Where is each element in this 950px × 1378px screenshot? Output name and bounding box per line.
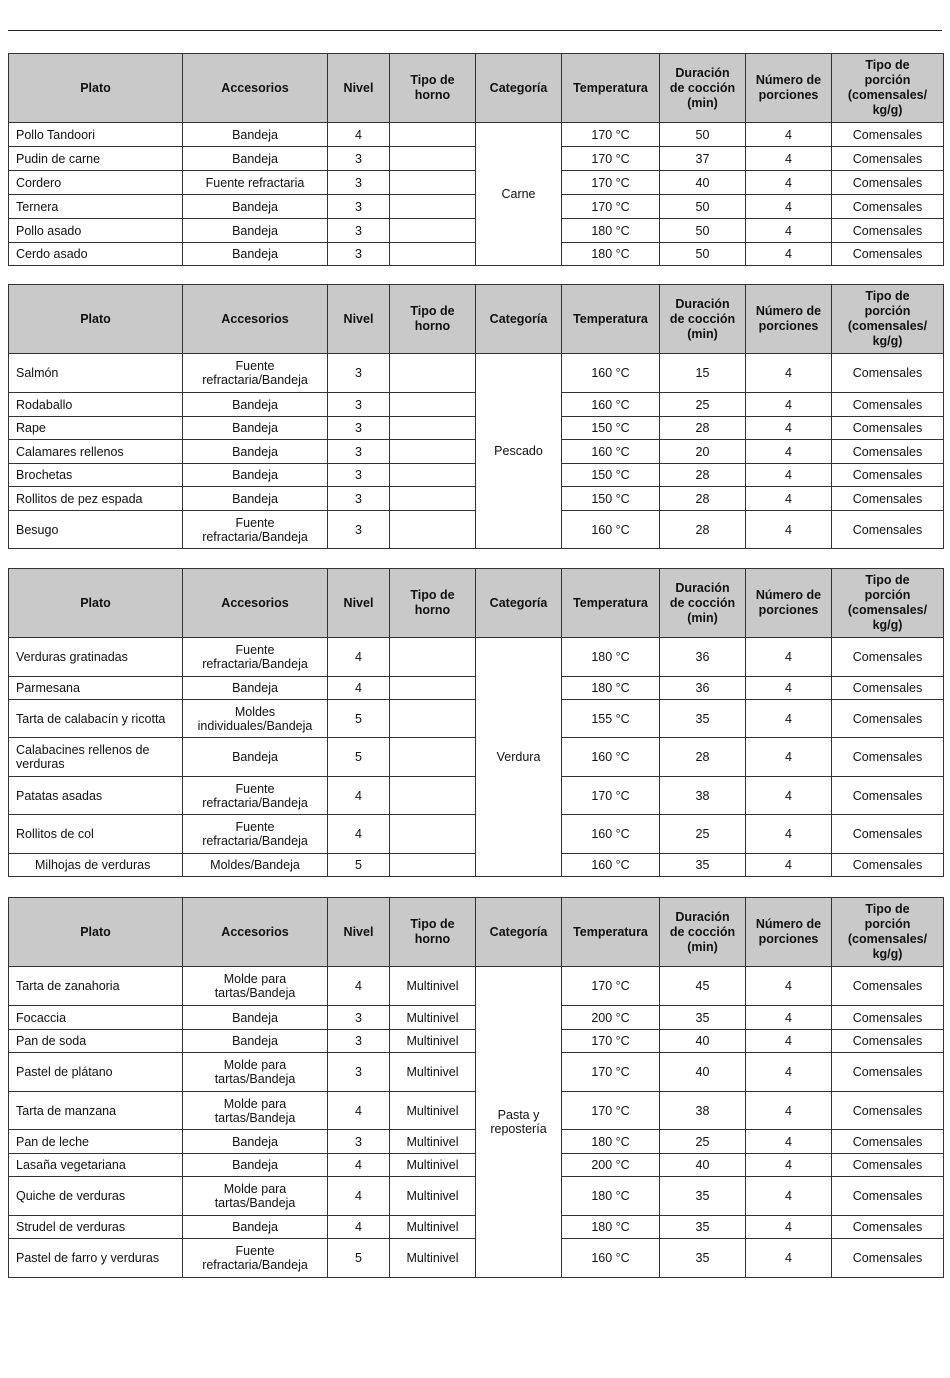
cell-porciones: 4 xyxy=(746,854,832,877)
cell-temperatura: 200 °C xyxy=(562,1154,660,1177)
cell-accesorios: Bandeja xyxy=(183,393,328,417)
header-porciones: Número de porciones xyxy=(746,285,832,354)
cell-plato: Tarta de manzana xyxy=(9,1092,183,1130)
cell-nivel: 5 xyxy=(328,854,390,877)
cell-duracion: 40 xyxy=(660,1053,746,1092)
cell-temperatura: 170 °C xyxy=(562,195,660,219)
cell-tipo-horno: Multinivel xyxy=(390,1092,476,1130)
cell-tipo-porcion: Comensales xyxy=(832,677,944,700)
cell-porciones: 4 xyxy=(746,777,832,815)
cell-tipo-horno xyxy=(390,440,476,464)
cell-tipo-porcion: Comensales xyxy=(832,638,944,677)
header-categoria: Categoría xyxy=(476,898,562,967)
cell-duracion: 35 xyxy=(660,700,746,738)
header-row xyxy=(9,569,944,638)
cell-porciones: 4 xyxy=(746,1030,832,1053)
cell-plato: Ternera xyxy=(9,195,183,219)
cell-porciones: 4 xyxy=(746,393,832,417)
cell-nivel: 3 xyxy=(328,171,390,195)
cell-tipo-porcion: Comensales xyxy=(832,393,944,417)
cell-tipo-porcion: Comensales xyxy=(832,417,944,440)
cell-duracion: 35 xyxy=(660,1239,746,1278)
cell-nivel: 4 xyxy=(328,815,390,854)
header-row xyxy=(9,898,944,967)
cell-nivel: 3 xyxy=(328,243,390,266)
cell-nivel: 4 xyxy=(328,1177,390,1216)
cell-plato: Patatas asadas xyxy=(9,777,183,815)
cell-tipo-horno xyxy=(390,511,476,549)
cell-temperatura: 160 °C xyxy=(562,511,660,549)
cell-porciones: 4 xyxy=(746,1216,832,1239)
cell-tipo-horno: Multinivel xyxy=(390,1216,476,1239)
cell-duracion: 40 xyxy=(660,171,746,195)
cell-temperatura: 170 °C xyxy=(562,1092,660,1130)
cell-porciones: 4 xyxy=(746,677,832,700)
cell-duracion: 35 xyxy=(660,1216,746,1239)
cell-accesorios: Fuente refractaria xyxy=(183,171,328,195)
header-tipo-horno: Tipo de horno xyxy=(390,569,476,638)
cell-accesorios: Bandeja xyxy=(183,195,328,219)
cell-accesorios: Molde para tartas/Bandeja xyxy=(183,967,328,1006)
cell-tipo-horno xyxy=(390,487,476,511)
cell-nivel: 3 xyxy=(328,147,390,171)
cell-plato: Cordero xyxy=(9,171,183,195)
cell-accesorios: Molde para tartas/Bandeja xyxy=(183,1053,328,1092)
cell-nivel: 3 xyxy=(328,1130,390,1154)
header-categoria: Categoría xyxy=(476,285,562,354)
cell-tipo-porcion: Comensales xyxy=(832,1239,944,1278)
cell-plato: Pastel de farro y verduras xyxy=(9,1239,183,1278)
cell-tipo-horno xyxy=(390,147,476,171)
cell-tipo-porcion: Comensales xyxy=(832,243,944,266)
cell-temperatura: 160 °C xyxy=(562,393,660,417)
cell-nivel: 3 xyxy=(328,1006,390,1030)
header-tipo-porcion: Tipo de porción (comensales/ kg/g) xyxy=(832,54,944,123)
cell-duracion: 28 xyxy=(660,511,746,549)
header-tipo-horno: Tipo de horno xyxy=(390,898,476,967)
cell-tipo-horno: Multinivel xyxy=(390,1006,476,1030)
cell-tipo-porcion: Comensales xyxy=(832,464,944,487)
cell-plato: Rollitos de col xyxy=(9,815,183,854)
header-plato: Plato xyxy=(9,569,183,638)
cell-nivel: 5 xyxy=(328,700,390,738)
cell-porciones: 4 xyxy=(746,1154,832,1177)
cell-tipo-porcion: Comensales xyxy=(832,195,944,219)
recipe-table-carne xyxy=(8,53,944,266)
cell-plato: Pastel de plátano xyxy=(9,1053,183,1092)
cell-duracion: 50 xyxy=(660,243,746,266)
cell-nivel: 3 xyxy=(328,219,390,243)
cell-temperatura: 160 °C xyxy=(562,738,660,777)
cell-plato: Calabacines rellenos de verduras xyxy=(9,738,183,777)
cell-plato: Pollo Tandoori xyxy=(9,123,183,147)
cell-tipo-horno: Multinivel xyxy=(390,1130,476,1154)
cell-temperatura: 160 °C xyxy=(562,854,660,877)
cell-plato: Strudel de verduras xyxy=(9,1216,183,1239)
cell-plato: Besugo xyxy=(9,511,183,549)
cell-accesorios: Fuente refractaria/Bandeja xyxy=(183,815,328,854)
cell-porciones: 4 xyxy=(746,171,832,195)
cell-temperatura: 180 °C xyxy=(562,219,660,243)
cell-tipo-porcion: Comensales xyxy=(832,700,944,738)
cell-temperatura: 160 °C xyxy=(562,354,660,393)
cell-accesorios: Molde para tartas/Bandeja xyxy=(183,1177,328,1216)
cell-tipo-porcion: Comensales xyxy=(832,1006,944,1030)
cell-tipo-porcion: Comensales xyxy=(832,738,944,777)
cell-duracion: 37 xyxy=(660,147,746,171)
cell-accesorios: Moldes individuales/Bandeja xyxy=(183,700,328,738)
cell-temperatura: 180 °C xyxy=(562,638,660,677)
table-row xyxy=(9,123,944,147)
cell-nivel: 4 xyxy=(328,967,390,1006)
cell-nivel: 4 xyxy=(328,638,390,677)
header-plato: Plato xyxy=(9,898,183,967)
cell-porciones: 4 xyxy=(746,1130,832,1154)
cell-tipo-porcion: Comensales xyxy=(832,1130,944,1154)
cell-accesorios: Bandeja xyxy=(183,417,328,440)
cell-tipo-porcion: Comensales xyxy=(832,1216,944,1239)
cell-temperatura: 170 °C xyxy=(562,1030,660,1053)
cell-duracion: 50 xyxy=(660,219,746,243)
cell-tipo-porcion: Comensales xyxy=(832,1030,944,1053)
cell-temperatura: 170 °C xyxy=(562,123,660,147)
cell-porciones: 4 xyxy=(746,1177,832,1216)
header-porciones: Número de porciones xyxy=(746,54,832,123)
header-nivel: Nivel xyxy=(328,285,390,354)
cell-porciones: 4 xyxy=(746,354,832,393)
cell-porciones: 4 xyxy=(746,195,832,219)
cell-accesorios: Fuente refractaria/Bandeja xyxy=(183,354,328,393)
cell-tipo-horno xyxy=(390,815,476,854)
cell-temperatura: 160 °C xyxy=(562,1239,660,1278)
cell-porciones: 4 xyxy=(746,219,832,243)
cell-duracion: 35 xyxy=(660,1006,746,1030)
cell-nivel: 3 xyxy=(328,487,390,511)
header-tipo-horno: Tipo de horno xyxy=(390,285,476,354)
cell-duracion: 38 xyxy=(660,777,746,815)
recipe-table-verdura xyxy=(8,568,944,877)
cell-tipo-porcion: Comensales xyxy=(832,219,944,243)
cell-temperatura: 200 °C xyxy=(562,1006,660,1030)
header-temperatura: Temperatura xyxy=(562,898,660,967)
cell-accesorios: Bandeja xyxy=(183,677,328,700)
cell-tipo-porcion: Comensales xyxy=(832,777,944,815)
cell-tipo-horno xyxy=(390,677,476,700)
cell-nivel: 3 xyxy=(328,417,390,440)
cell-duracion: 38 xyxy=(660,1092,746,1130)
header-tipo-porcion: Tipo de porción (comensales/ kg/g) xyxy=(832,569,944,638)
cell-nivel: 3 xyxy=(328,464,390,487)
header-temperatura: Temperatura xyxy=(562,569,660,638)
cell-accesorios: Bandeja xyxy=(183,243,328,266)
cell-porciones: 4 xyxy=(746,1053,832,1092)
cell-accesorios: Moldes/Bandeja xyxy=(183,854,328,877)
header-tipo-horno: Tipo de horno xyxy=(390,54,476,123)
cell-nivel: 4 xyxy=(328,1216,390,1239)
cell-plato: Pudin de carne xyxy=(9,147,183,171)
header-duracion: Duración de cocción (min) xyxy=(660,569,746,638)
cell-accesorios: Bandeja xyxy=(183,487,328,511)
cell-categoria: Pasta y repostería xyxy=(476,967,562,1278)
cell-plato: Quiche de verduras xyxy=(9,1177,183,1216)
cell-porciones: 4 xyxy=(746,1092,832,1130)
cell-porciones: 4 xyxy=(746,511,832,549)
cell-accesorios: Fuente refractaria/Bandeja xyxy=(183,638,328,677)
cell-porciones: 4 xyxy=(746,147,832,171)
cell-temperatura: 150 °C xyxy=(562,417,660,440)
cell-plato: Focaccia xyxy=(9,1006,183,1030)
cell-tipo-porcion: Comensales xyxy=(832,487,944,511)
cell-accesorios: Bandeja xyxy=(183,1006,328,1030)
cell-temperatura: 170 °C xyxy=(562,777,660,815)
cell-tipo-porcion: Comensales xyxy=(832,1092,944,1130)
cell-plato: Cerdo asado xyxy=(9,243,183,266)
cell-categoria: Carne xyxy=(476,123,562,266)
cell-temperatura: 155 °C xyxy=(562,700,660,738)
cell-accesorios: Fuente refractaria/Bandeja xyxy=(183,511,328,549)
header-nivel: Nivel xyxy=(328,898,390,967)
cell-duracion: 35 xyxy=(660,854,746,877)
cell-duracion: 50 xyxy=(660,123,746,147)
cell-plato: Lasaña vegetariana xyxy=(9,1154,183,1177)
cell-accesorios: Bandeja xyxy=(183,1216,328,1239)
cell-duracion: 36 xyxy=(660,677,746,700)
cell-tipo-horno xyxy=(390,171,476,195)
cell-temperatura: 160 °C xyxy=(562,440,660,464)
cell-temperatura: 170 °C xyxy=(562,967,660,1006)
header-temperatura: Temperatura xyxy=(562,285,660,354)
cell-duracion: 25 xyxy=(660,815,746,854)
cell-plato: Tarta de zanahoria xyxy=(9,967,183,1006)
header-nivel: Nivel xyxy=(328,54,390,123)
header-accesorios: Accesorios xyxy=(183,898,328,967)
top-rule xyxy=(8,30,942,31)
cell-categoria: Verdura xyxy=(476,638,562,877)
cell-nivel: 3 xyxy=(328,195,390,219)
cell-nivel: 4 xyxy=(328,123,390,147)
header-accesorios: Accesorios xyxy=(183,285,328,354)
cell-tipo-horno xyxy=(390,700,476,738)
cell-nivel: 3 xyxy=(328,1030,390,1053)
cell-tipo-horno xyxy=(390,777,476,815)
cell-tipo-horno xyxy=(390,393,476,417)
cell-nivel: 3 xyxy=(328,440,390,464)
cell-tipo-porcion: Comensales xyxy=(832,147,944,171)
cell-tipo-porcion: Comensales xyxy=(832,354,944,393)
cell-tipo-horno xyxy=(390,854,476,877)
cell-porciones: 4 xyxy=(746,464,832,487)
cell-porciones: 4 xyxy=(746,1006,832,1030)
header-categoria: Categoría xyxy=(476,54,562,123)
cell-accesorios: Bandeja xyxy=(183,440,328,464)
cell-tipo-porcion: Comensales xyxy=(832,440,944,464)
cell-nivel: 3 xyxy=(328,354,390,393)
cell-duracion: 20 xyxy=(660,440,746,464)
cell-accesorios: Bandeja xyxy=(183,123,328,147)
cell-plato: Verduras gratinadas xyxy=(9,638,183,677)
header-nivel: Nivel xyxy=(328,569,390,638)
cell-plato: Rodaballo xyxy=(9,393,183,417)
cell-temperatura: 180 °C xyxy=(562,243,660,266)
cell-duracion: 25 xyxy=(660,393,746,417)
cell-temperatura: 170 °C xyxy=(562,147,660,171)
table-row xyxy=(9,638,944,677)
cell-tipo-porcion: Comensales xyxy=(832,171,944,195)
cell-plato: Rollitos de pez espada xyxy=(9,487,183,511)
cell-tipo-horno xyxy=(390,243,476,266)
recipe-table-pescado xyxy=(8,284,944,549)
cell-duracion: 28 xyxy=(660,464,746,487)
cell-tipo-porcion: Comensales xyxy=(832,854,944,877)
header-duracion: Duración de cocción (min) xyxy=(660,54,746,123)
cell-temperatura: 170 °C xyxy=(562,1053,660,1092)
header-accesorios: Accesorios xyxy=(183,569,328,638)
header-row xyxy=(9,54,944,123)
cell-tipo-horno: Multinivel xyxy=(390,1177,476,1216)
cell-porciones: 4 xyxy=(746,700,832,738)
recipe-table-pasta-y-repostería xyxy=(8,897,944,1278)
cell-tipo-porcion: Comensales xyxy=(832,1154,944,1177)
cell-accesorios: Fuente refractaria/Bandeja xyxy=(183,777,328,815)
table-row xyxy=(9,354,944,393)
cell-categoria: Pescado xyxy=(476,354,562,549)
cell-plato: Parmesana xyxy=(9,677,183,700)
header-porciones: Número de porciones xyxy=(746,569,832,638)
cell-temperatura: 180 °C xyxy=(562,1130,660,1154)
cell-plato: Pan de leche xyxy=(9,1130,183,1154)
header-accesorios: Accesorios xyxy=(183,54,328,123)
cell-porciones: 4 xyxy=(746,815,832,854)
cell-duracion: 40 xyxy=(660,1154,746,1177)
cell-nivel: 3 xyxy=(328,511,390,549)
cell-plato: Calamares rellenos xyxy=(9,440,183,464)
cell-temperatura: 180 °C xyxy=(562,677,660,700)
cell-plato: Milhojas de verduras xyxy=(9,854,183,877)
header-duracion: Duración de cocción (min) xyxy=(660,285,746,354)
cell-plato: Salmón xyxy=(9,354,183,393)
header-categoria: Categoría xyxy=(476,569,562,638)
cell-duracion: 28 xyxy=(660,417,746,440)
cell-tipo-horno xyxy=(390,354,476,393)
cell-porciones: 4 xyxy=(746,417,832,440)
cell-tipo-horno xyxy=(390,123,476,147)
cell-accesorios: Bandeja xyxy=(183,1154,328,1177)
cell-temperatura: 160 °C xyxy=(562,815,660,854)
cell-duracion: 28 xyxy=(660,738,746,777)
cell-porciones: 4 xyxy=(746,967,832,1006)
cell-nivel: 5 xyxy=(328,738,390,777)
cell-porciones: 4 xyxy=(746,738,832,777)
cell-accesorios: Bandeja xyxy=(183,1130,328,1154)
cell-accesorios: Molde para tartas/Bandeja xyxy=(183,1092,328,1130)
cell-tipo-horno: Multinivel xyxy=(390,967,476,1006)
cell-tipo-horno xyxy=(390,195,476,219)
cell-porciones: 4 xyxy=(746,243,832,266)
header-porciones: Número de porciones xyxy=(746,898,832,967)
cell-tipo-horno: Multinivel xyxy=(390,1053,476,1092)
cell-plato: Rape xyxy=(9,417,183,440)
cell-plato: Pollo asado xyxy=(9,219,183,243)
cell-nivel: 5 xyxy=(328,1239,390,1278)
cell-tipo-porcion: Comensales xyxy=(832,1177,944,1216)
cell-duracion: 40 xyxy=(660,1030,746,1053)
header-tipo-porcion: Tipo de porción (comensales/ kg/g) xyxy=(832,285,944,354)
cell-tipo-horno xyxy=(390,638,476,677)
cell-nivel: 4 xyxy=(328,1154,390,1177)
cell-nivel: 3 xyxy=(328,1053,390,1092)
cell-accesorios: Bandeja xyxy=(183,1030,328,1053)
cell-tipo-porcion: Comensales xyxy=(832,967,944,1006)
cell-tipo-porcion: Comensales xyxy=(832,511,944,549)
cell-plato: Brochetas xyxy=(9,464,183,487)
cell-duracion: 36 xyxy=(660,638,746,677)
cell-tipo-horno xyxy=(390,219,476,243)
cell-porciones: 4 xyxy=(746,487,832,511)
cell-duracion: 50 xyxy=(660,195,746,219)
cell-porciones: 4 xyxy=(746,638,832,677)
cell-tipo-horno: Multinivel xyxy=(390,1030,476,1053)
cell-tipo-porcion: Comensales xyxy=(832,815,944,854)
cell-porciones: 4 xyxy=(746,1239,832,1278)
cell-tipo-horno xyxy=(390,464,476,487)
cell-accesorios: Bandeja xyxy=(183,219,328,243)
cell-temperatura: 150 °C xyxy=(562,487,660,511)
cell-nivel: 4 xyxy=(328,1092,390,1130)
cell-duracion: 35 xyxy=(660,1177,746,1216)
cell-duracion: 28 xyxy=(660,487,746,511)
cell-tipo-horno xyxy=(390,417,476,440)
cell-tipo-horno: Multinivel xyxy=(390,1239,476,1278)
cell-accesorios: Bandeja xyxy=(183,147,328,171)
cell-temperatura: 170 °C xyxy=(562,171,660,195)
header-tipo-porcion: Tipo de porción (comensales/ kg/g) xyxy=(832,898,944,967)
header-duracion: Duración de cocción (min) xyxy=(660,898,746,967)
cell-nivel: 4 xyxy=(328,677,390,700)
cell-porciones: 4 xyxy=(746,440,832,464)
header-row xyxy=(9,285,944,354)
cell-temperatura: 180 °C xyxy=(562,1177,660,1216)
cell-nivel: 3 xyxy=(328,393,390,417)
cell-temperatura: 150 °C xyxy=(562,464,660,487)
cell-duracion: 45 xyxy=(660,967,746,1006)
cell-accesorios: Bandeja xyxy=(183,464,328,487)
cell-accesorios: Bandeja xyxy=(183,738,328,777)
cell-porciones: 4 xyxy=(746,123,832,147)
header-plato: Plato xyxy=(9,285,183,354)
cell-tipo-porcion: Comensales xyxy=(832,1053,944,1092)
header-temperatura: Temperatura xyxy=(562,54,660,123)
header-plato: Plato xyxy=(9,54,183,123)
cell-accesorios: Fuente refractaria/Bandeja xyxy=(183,1239,328,1278)
cell-nivel: 4 xyxy=(328,777,390,815)
cell-tipo-horno: Multinivel xyxy=(390,1154,476,1177)
cell-temperatura: 180 °C xyxy=(562,1216,660,1239)
cell-plato: Pan de soda xyxy=(9,1030,183,1053)
cell-duracion: 25 xyxy=(660,1130,746,1154)
cell-duracion: 15 xyxy=(660,354,746,393)
cell-tipo-porcion: Comensales xyxy=(832,123,944,147)
table-row xyxy=(9,967,944,1006)
cell-plato: Tarta de calabacín y ricotta xyxy=(9,700,183,738)
cell-tipo-horno xyxy=(390,738,476,777)
